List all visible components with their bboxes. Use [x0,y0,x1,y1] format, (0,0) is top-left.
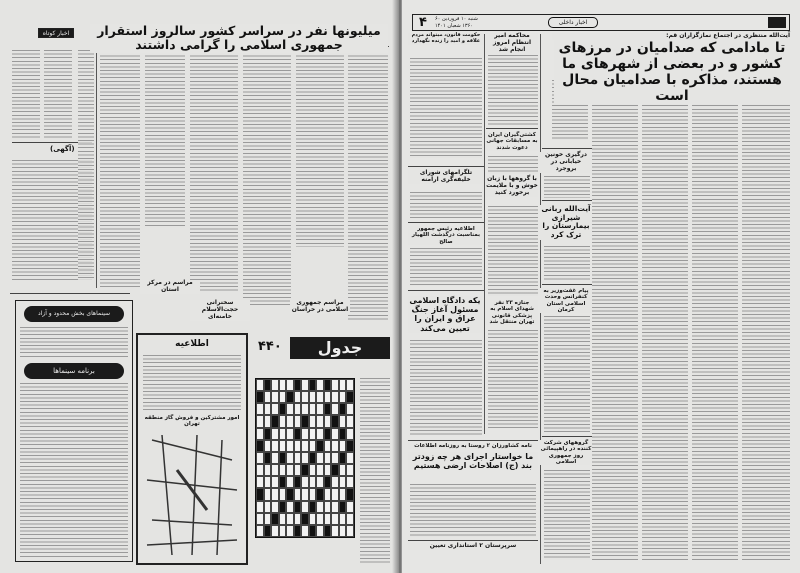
headline: تلگرامهای شورای خلیفه‌گری ارامنه [408,170,484,184]
crossword-cell[interactable] [279,379,287,391]
crossword-cell[interactable] [301,428,309,440]
crossword-cell[interactable] [346,513,354,525]
crossword-cell[interactable] [256,440,264,452]
crossword-cell[interactable] [271,513,279,525]
crossword-cell[interactable] [279,464,287,476]
crossword-cell[interactable] [331,452,339,464]
crossword-cell[interactable] [316,403,324,415]
crossword-cell[interactable] [324,513,332,525]
crossword-cell[interactable] [279,403,287,415]
crossword-cell[interactable] [309,379,317,391]
crossword-cell[interactable] [294,464,302,476]
crossword-cell[interactable] [316,391,324,403]
headline: با گروهها با زبان خوش و با ملایمت برخورد کنید [486,175,538,196]
section-label: اخبار کوتاه [38,28,74,38]
crossword-cell[interactable] [324,464,332,476]
crossword-cell[interactable] [264,464,272,476]
crossword-cell[interactable] [301,501,309,513]
crossword-cell[interactable] [271,415,279,427]
crossword-cell[interactable] [346,440,354,452]
section-label: اخبار داخلی [548,17,598,28]
crossword-cell[interactable] [294,488,302,500]
crossword-cell[interactable] [316,440,324,452]
crossword-cell[interactable] [324,476,332,488]
crossword-cell[interactable] [309,452,317,464]
crossword-cell[interactable] [279,488,287,500]
crossword-cell[interactable] [256,476,264,488]
cinema-box-title: برنامه سینماها [24,363,124,379]
crossword-cell[interactable] [309,501,317,513]
crossword-cell[interactable] [346,488,354,500]
crossword-cell[interactable] [279,428,287,440]
crossword-cell[interactable] [264,403,272,415]
crossword-cell[interactable] [294,452,302,464]
left-newspaper-page [0,0,398,573]
crossword-cell[interactable] [309,415,317,427]
crossword-cell[interactable] [264,488,272,500]
crossword-cell[interactable] [286,501,294,513]
crossword-cell[interactable] [331,428,339,440]
crossword-grid[interactable] [255,378,355,538]
crossword-cell[interactable] [256,403,264,415]
crossword-cell[interactable] [309,403,317,415]
headline: سرپرستان ۲ استانداری تعیین [408,543,538,550]
crossword-cell[interactable] [286,513,294,525]
crossword-cell[interactable] [294,525,302,537]
crossword-cell[interactable] [331,440,339,452]
crossword-cell[interactable] [294,403,302,415]
crossword-cell[interactable] [331,403,339,415]
page-header [412,14,790,31]
crossword-cell[interactable] [301,525,309,537]
crossword-cell[interactable] [301,452,309,464]
right-newspaper-page [402,0,800,573]
crossword-cell[interactable] [279,391,287,403]
crossword-cell[interactable] [324,379,332,391]
crossword-cell[interactable] [346,403,354,415]
crossword-cell[interactable] [271,391,279,403]
crossword-cell[interactable] [331,391,339,403]
crossword-cell[interactable] [331,488,339,500]
announcement-box [136,333,248,565]
announcement-title: اطلاعیه [175,339,209,349]
crossword-cell[interactable] [339,464,347,476]
headline: جنازه ۲۳ نفر شهدای اسلام به پزشکی قانونی تهران منتقل شد [486,300,538,325]
date-line: شنبه ۱۰ فروردین ۶۰ [435,16,478,22]
crossword-cell[interactable] [316,501,324,513]
crossword-cell[interactable] [346,464,354,476]
headline: یکه دادگاه اسلامی مسئول آغاز جنگ عراق و ایران را تعیین می‌کند [409,296,481,333]
crossword-cell[interactable] [279,476,287,488]
crossword-cell[interactable] [316,464,324,476]
crossword-cell[interactable] [301,488,309,500]
crossword-cell[interactable] [256,464,264,476]
crossword-cell[interactable] [331,513,339,525]
crossword-cell[interactable] [294,501,302,513]
headline: کشتی‌گیران ایران به مسابقات جهانی دعوت شدند [486,132,538,151]
crossword-cell[interactable] [294,379,302,391]
crossword-cell[interactable] [286,464,294,476]
crossword-cell[interactable] [324,488,332,500]
crossword-cell[interactable] [309,513,317,525]
crossword-cell[interactable] [346,452,354,464]
crossword-cell[interactable] [264,476,272,488]
crossword-cell[interactable] [339,501,347,513]
crossword-cell[interactable] [316,513,324,525]
date-line: ۱۳۶۰ شعبان ۱۴۰۱ [435,23,473,29]
crossword-cell[interactable] [324,428,332,440]
crossword-cell[interactable] [316,476,324,488]
crossword-cell[interactable] [286,428,294,440]
crossword-cell[interactable] [271,464,279,476]
crossword-cell[interactable] [316,488,324,500]
crossword-cell[interactable] [271,501,279,513]
crossword-cell[interactable] [346,501,354,513]
headline: نامه کشاورزان ۲ روستا به روزنامه اطلاعات [408,443,538,449]
crossword-cell[interactable] [331,464,339,476]
crossword-cell[interactable] [264,415,272,427]
crossword-cell[interactable] [331,415,339,427]
crossword-cell[interactable] [324,440,332,452]
side-item: (آگهی) [50,145,75,153]
sub-headline: مراسم جمهوری اسلامی در خراسان [291,299,349,313]
crossword-cell[interactable] [294,513,302,525]
crossword-cell[interactable] [339,428,347,440]
headline: گروههای شرکت کننده در راهپیمائی روز جمهوری اسلامی [540,440,592,465]
crossword-cell[interactable] [271,440,279,452]
crossword-cell[interactable] [256,513,264,525]
crossword-cell[interactable] [256,525,264,537]
announcement-signature: امور مشترکین و فروش گاز منطقه تهران [144,415,240,427]
crossword-cell[interactable] [339,476,347,488]
crossword-cell[interactable] [286,379,294,391]
crossword-title: جدول [290,337,390,359]
crossword-cell[interactable] [271,403,279,415]
crossword-cell[interactable] [324,452,332,464]
crossword-cell[interactable] [271,476,279,488]
crossword-cell[interactable] [271,428,279,440]
sub-headline: مراسم در مرکز استان [140,280,200,294]
crossword-cell[interactable] [256,428,264,440]
headline: ما خواستار اجرای هر چه زودتر بند (ج) اصلاحات ارضی هستیم [408,452,538,470]
main-headline: تا مادامی که صدامیان در مرزهای کشور و در بعضی از شهرهای ما هستند، مذاکره با صدامیان محال است [554,40,790,104]
crossword-cell[interactable] [286,452,294,464]
crossword-cell[interactable] [264,525,272,537]
crossword-cell[interactable] [264,379,272,391]
crossword-cell[interactable] [264,391,272,403]
crossword-cell[interactable] [309,525,317,537]
sub-headline: سخنرانی حجت‌الاسلام خامنه‌ای [190,300,250,321]
crossword-cell[interactable] [346,379,354,391]
location-map [142,430,242,560]
crossword-cell[interactable] [331,379,339,391]
crossword-cell[interactable] [279,415,287,427]
cinema-listings [15,300,133,562]
crossword-cell[interactable] [279,513,287,525]
crossword-cell[interactable] [264,440,272,452]
page-number: ۴ [419,15,427,30]
crossword-cell[interactable] [279,525,287,537]
kicker: آیت‌الله منتظری در اجتماع نمازگزاران قم: [552,33,790,40]
crossword-cell[interactable] [339,525,347,537]
headline: درگیری خونین خیابانی در بروجرد [540,152,592,173]
crossword-cell[interactable] [309,488,317,500]
crossword-cell[interactable] [279,501,287,513]
crossword-cell[interactable] [256,391,264,403]
crossword-cell[interactable] [301,403,309,415]
crossword-cell[interactable] [316,415,324,427]
crossword-cell[interactable] [309,428,317,440]
crossword-cell[interactable] [286,488,294,500]
crossword-cell[interactable] [286,476,294,488]
headline: آیت‌الله ربانی شیرازی بیمارستان را ترک کرد [541,204,591,239]
crossword-cell[interactable] [279,452,287,464]
crossword-cell[interactable] [294,428,302,440]
crossword-cell[interactable] [271,379,279,391]
crossword-cell[interactable] [279,440,287,452]
crossword-cell[interactable] [316,452,324,464]
crossword-cell[interactable] [286,391,294,403]
crossword-cell[interactable] [346,525,354,537]
crossword-cell[interactable] [301,464,309,476]
crossword-cell[interactable] [324,415,332,427]
crossword-cell[interactable] [301,513,309,525]
crossword-cell[interactable] [324,501,332,513]
crossword-cell[interactable] [286,415,294,427]
crossword-cell[interactable] [294,476,302,488]
crossword-cell[interactable] [339,488,347,500]
crossword-cell[interactable] [301,415,309,427]
crossword-cell[interactable] [294,391,302,403]
headline: پیام غفت‌وزیر به کنفرانس وحدت اسلامی استان کرمان [540,288,592,313]
crossword-cell[interactable] [346,415,354,427]
crossword-cell[interactable] [271,452,279,464]
crossword-cell[interactable] [339,513,347,525]
crossword-cell[interactable] [331,501,339,513]
crossword-cell[interactable] [331,525,339,537]
crossword-cell[interactable] [346,476,354,488]
crossword-cell[interactable] [339,415,347,427]
crossword-cell[interactable] [286,525,294,537]
crossword-cell[interactable] [264,501,272,513]
crossword-cell[interactable] [316,379,324,391]
headline: حکومت قانون، میتواند مردم علاقه و امید را زنده نگهدارد [408,33,484,45]
crossword-cell[interactable] [301,391,309,403]
crossword-cell[interactable] [264,452,272,464]
crossword-cell[interactable] [271,488,279,500]
crossword-cell[interactable] [256,379,264,391]
crossword-cell[interactable] [309,476,317,488]
crossword-cell[interactable] [256,488,264,500]
crossword-cell[interactable] [339,403,347,415]
crossword-cell[interactable] [256,452,264,464]
crossword-number: ۴۴۰ [258,339,282,354]
crossword-cell[interactable] [324,403,332,415]
crossword-cell[interactable] [264,513,272,525]
crossword-cell[interactable] [294,440,302,452]
crossword-cell[interactable] [346,428,354,440]
crossword-cell[interactable] [316,428,324,440]
crossword-cell[interactable] [256,415,264,427]
crossword-cell[interactable] [301,476,309,488]
crossword-cell[interactable] [346,391,354,403]
crossword-cell[interactable] [331,476,339,488]
main-headline: میلیونها نفر در سراسر کشور سالروز استقرار جمهوری اسلامی را گرامی داشتند [90,24,388,53]
crossword-cell[interactable] [256,501,264,513]
crossword-cell[interactable] [264,428,272,440]
crossword-cell[interactable] [309,440,317,452]
crossword-cell[interactable] [286,403,294,415]
crossword-cell[interactable] [271,525,279,537]
crossword-cell[interactable] [301,379,309,391]
crossword-cell[interactable] [324,391,332,403]
crossword-cell[interactable] [316,525,324,537]
crossword-cell[interactable] [339,440,347,452]
crossword-cell[interactable] [324,525,332,537]
crossword-cell[interactable] [301,440,309,452]
crossword-cell[interactable] [339,391,347,403]
crossword-cell[interactable] [286,440,294,452]
crossword-cell[interactable] [339,452,347,464]
crossword-cell[interactable] [339,379,347,391]
headline: اطلاعیه رئیس جمهور بمناسبت درگذشت اللهیار صالح [408,226,484,245]
crossword-cell[interactable] [309,391,317,403]
newspaper-logo [768,17,786,28]
headline: محاکمه امیر انتظام امروز انجام شد [486,33,538,54]
crossword-cell[interactable] [294,415,302,427]
cinema-box-title: سینماهای بخش محدود و آزاد [24,306,124,322]
crossword-cell[interactable] [309,464,317,476]
